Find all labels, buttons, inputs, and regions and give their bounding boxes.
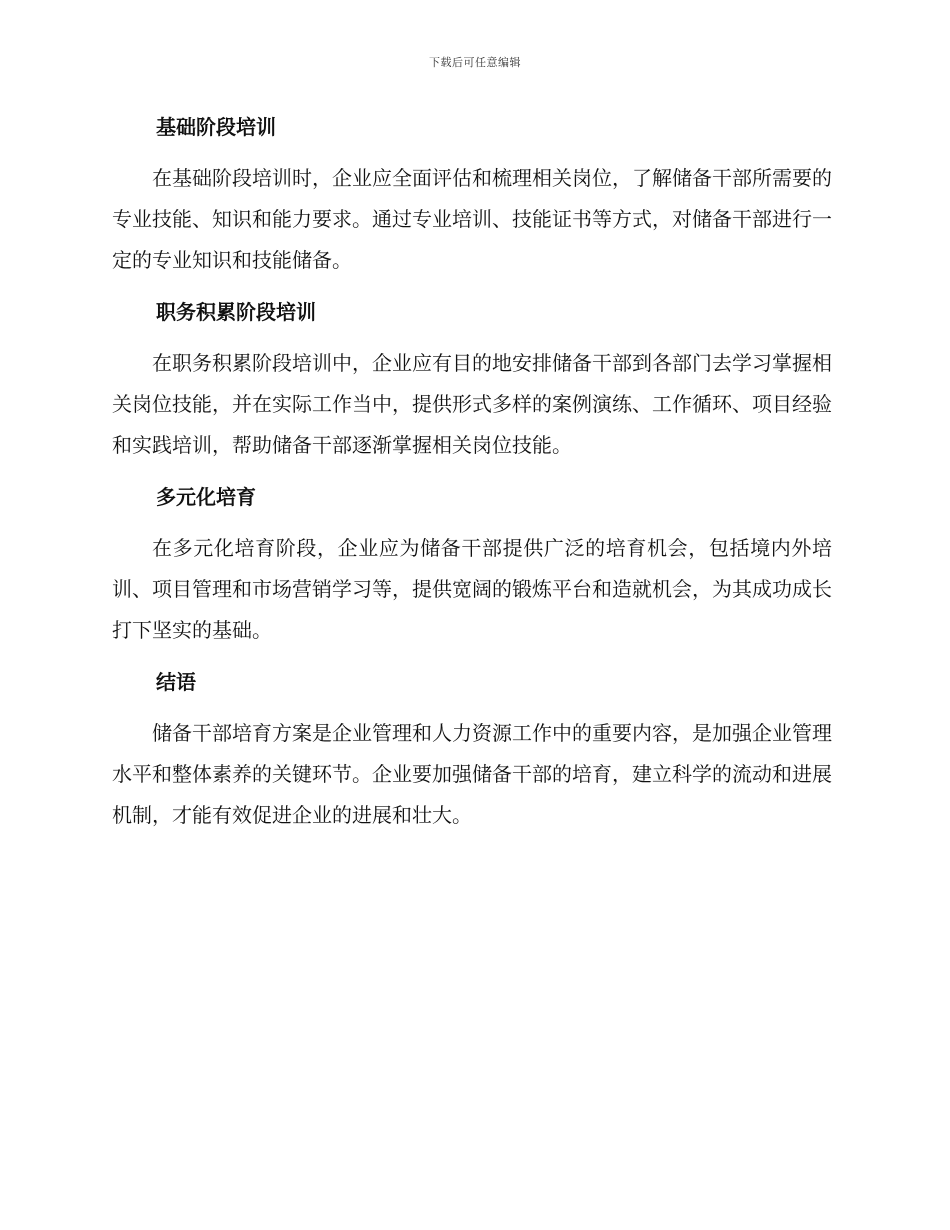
section-title: 职务积累阶段培训: [156, 300, 316, 324]
section-diversified-cultivation: [112, 480, 832, 651]
section-paragraph: 储备干部培育方案是企业管理和人力资源工作中的重要内容，是加强企业管理水平和整体素养的关键环节。企业要加强储备干部的培育，建立科学的流动和进展机制，才能有效促进企业的进展和壮大。: [112, 721, 832, 827]
section-duty-accumulation-training: [112, 295, 832, 466]
section-paragraph: 在职务积累阶段培训中，企业应有目的地安排储备干部到各部门去学习掌握相关岗位技能，并在实际工作当中，提供形式多样的案例演练、工作循环、项目经验和实践培训，帮助储备干部逐渐掌握相关岗位技能。: [112, 351, 832, 457]
section-title: 基础阶段培训: [156, 115, 276, 139]
section-paragraph: 在多元化培育阶段，企业应为储备干部提供广泛的培育机会，包括境内外培训、项目管理和市场营销学习等，提供宽阔的锻炼平台和造就机会，为其成功成长打下坚实的基础。: [112, 536, 832, 642]
document-content: [112, 110, 832, 850]
section-title: 多元化培育: [156, 485, 256, 509]
page-header: 下载后可任意编辑: [429, 56, 521, 69]
section-title: 结语: [156, 670, 196, 694]
section-basic-training: [112, 110, 832, 281]
section-paragraph: 在基础阶段培训时，企业应全面评估和梳理相关岗位，了解储备干部所需要的专业技能、知识和能力要求。通过专业培训、技能证书等方式，对储备干部进行一定的专业知识和技能储备。: [112, 166, 832, 272]
section-conclusion: [112, 665, 832, 836]
